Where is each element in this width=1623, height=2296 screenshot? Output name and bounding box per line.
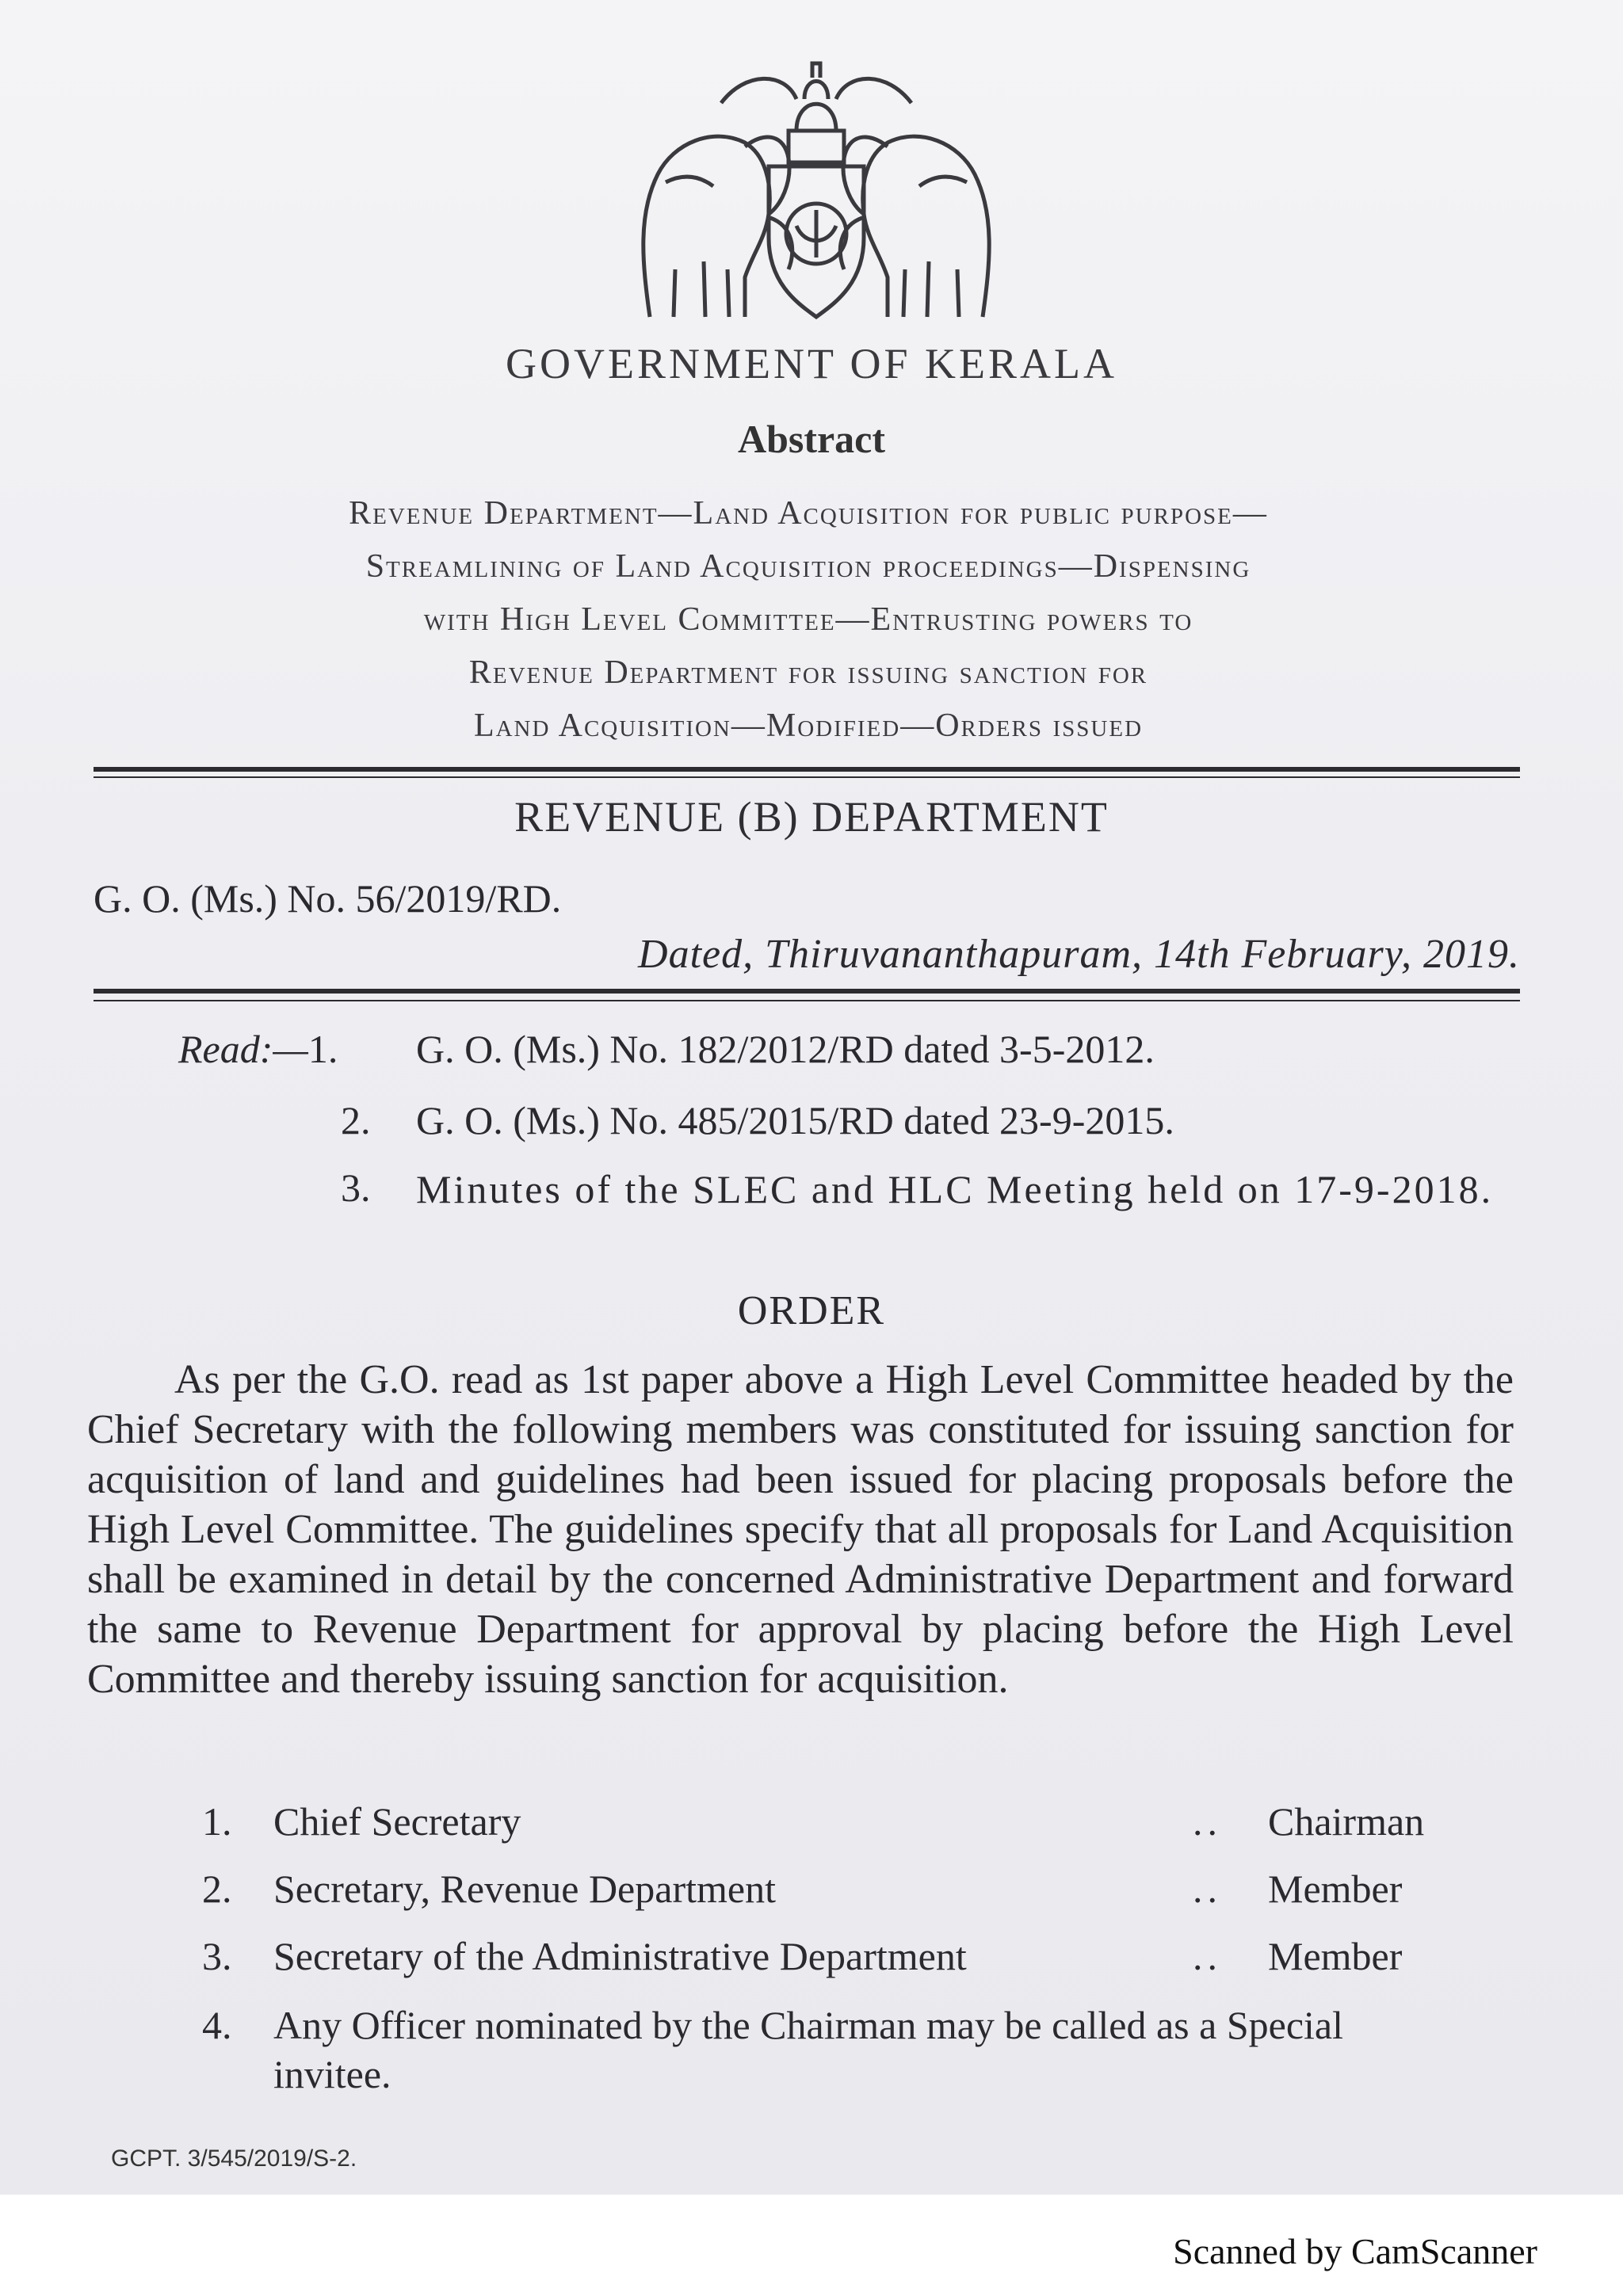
divider-rule xyxy=(94,1000,1520,1001)
subject-line: Revenue Department for issuing sanction for xyxy=(468,654,1148,691)
read-item-text: G. O. (Ms.) No. 182/2012/RD dated 3-5-2012. xyxy=(416,1027,1155,1071)
read-item xyxy=(178,1026,338,1072)
member-label: Secretary of the Administrative Department xyxy=(273,1934,967,1978)
member-role: Chairman xyxy=(1268,1799,1425,1844)
committee-member xyxy=(202,1798,1549,1854)
order-heading: ORDER xyxy=(737,1288,886,1333)
member-role: Member xyxy=(1268,1934,1403,1978)
date-line: Dated, Thiruvananthapuram, 14th February, 2019. xyxy=(638,932,1520,977)
department-heading: REVENUE (B) DEPARTMENT xyxy=(514,793,1109,841)
member-number: 3. xyxy=(202,1934,232,1978)
member-dots: .. xyxy=(1193,1934,1222,1978)
member-label: Any Officer nominated by the Chairman may be called as a Special invitee. xyxy=(273,2003,1343,2096)
print-code: GCPT. 3/545/2019/S-2. xyxy=(111,2145,357,2172)
member-number: 4. xyxy=(202,2003,232,2047)
read-item-number: 1. xyxy=(307,1027,338,1071)
read-item-number: 2. xyxy=(341,1098,371,1142)
member-role: Member xyxy=(1268,1867,1403,1911)
member-label: Secretary, Revenue Department xyxy=(273,1867,776,1911)
committee-member xyxy=(202,1933,1549,1989)
subject-line: Revenue Department—Land Acquisition for public purpose— xyxy=(349,495,1268,532)
subject-line: Streamlining of Land Acquisition proceedings—Dispensing xyxy=(365,548,1251,585)
read-item-number: 3. xyxy=(341,1165,371,1210)
order-paragraph: As per the G.O. read as 1st paper above a High Level Committee headed by the Chief Secretary with the following members was constituted for issuing sanction for acquisition of land and guidelines had been issued for placing proposals before the High Level Committee. The guidelines specify that all proposals for Land Acquisition shall be examined in detail by the concerned Administrative Department and forward the same to Revenue Department for approval by placing before the High Level Committee and thereby issuing sanction for acquisition. xyxy=(87,1357,1514,1702)
member-number: 2. xyxy=(202,1867,232,1911)
subject-line: with High Level Committee—Entrusting powers to xyxy=(423,601,1193,638)
member-dots: .. xyxy=(1193,1799,1222,1844)
scanner-watermark: Scanned by CamScanner xyxy=(1173,2231,1537,2271)
kerala-state-emblem xyxy=(626,55,1006,329)
go-number: G. O. (Ms.) No. 56/2019/RD. xyxy=(94,876,562,921)
read-label: Read:— xyxy=(178,1027,308,1071)
government-title: GOVERNMENT OF KERALA xyxy=(505,340,1117,387)
divider-rule xyxy=(94,767,1520,772)
subject-block xyxy=(190,487,1426,753)
member-number: 1. xyxy=(202,1799,232,1844)
divider-rule xyxy=(94,989,1520,994)
committee-member xyxy=(202,1866,1549,1921)
read-item-text: G. O. (Ms.) No. 485/2015/RD dated 23-9-2015. xyxy=(416,1098,1174,1142)
member-dots: .. xyxy=(1193,1867,1222,1911)
read-item-text: Minutes of the SLEC and HLC Meeting held on 17-9-2018. xyxy=(416,1167,1494,1211)
abstract-heading: Abstract xyxy=(737,417,886,461)
divider-rule xyxy=(94,776,1520,778)
member-label: Chief Secretary xyxy=(273,1799,521,1844)
subject-line: Land Acquisition—Modified—Orders issued xyxy=(473,707,1144,744)
